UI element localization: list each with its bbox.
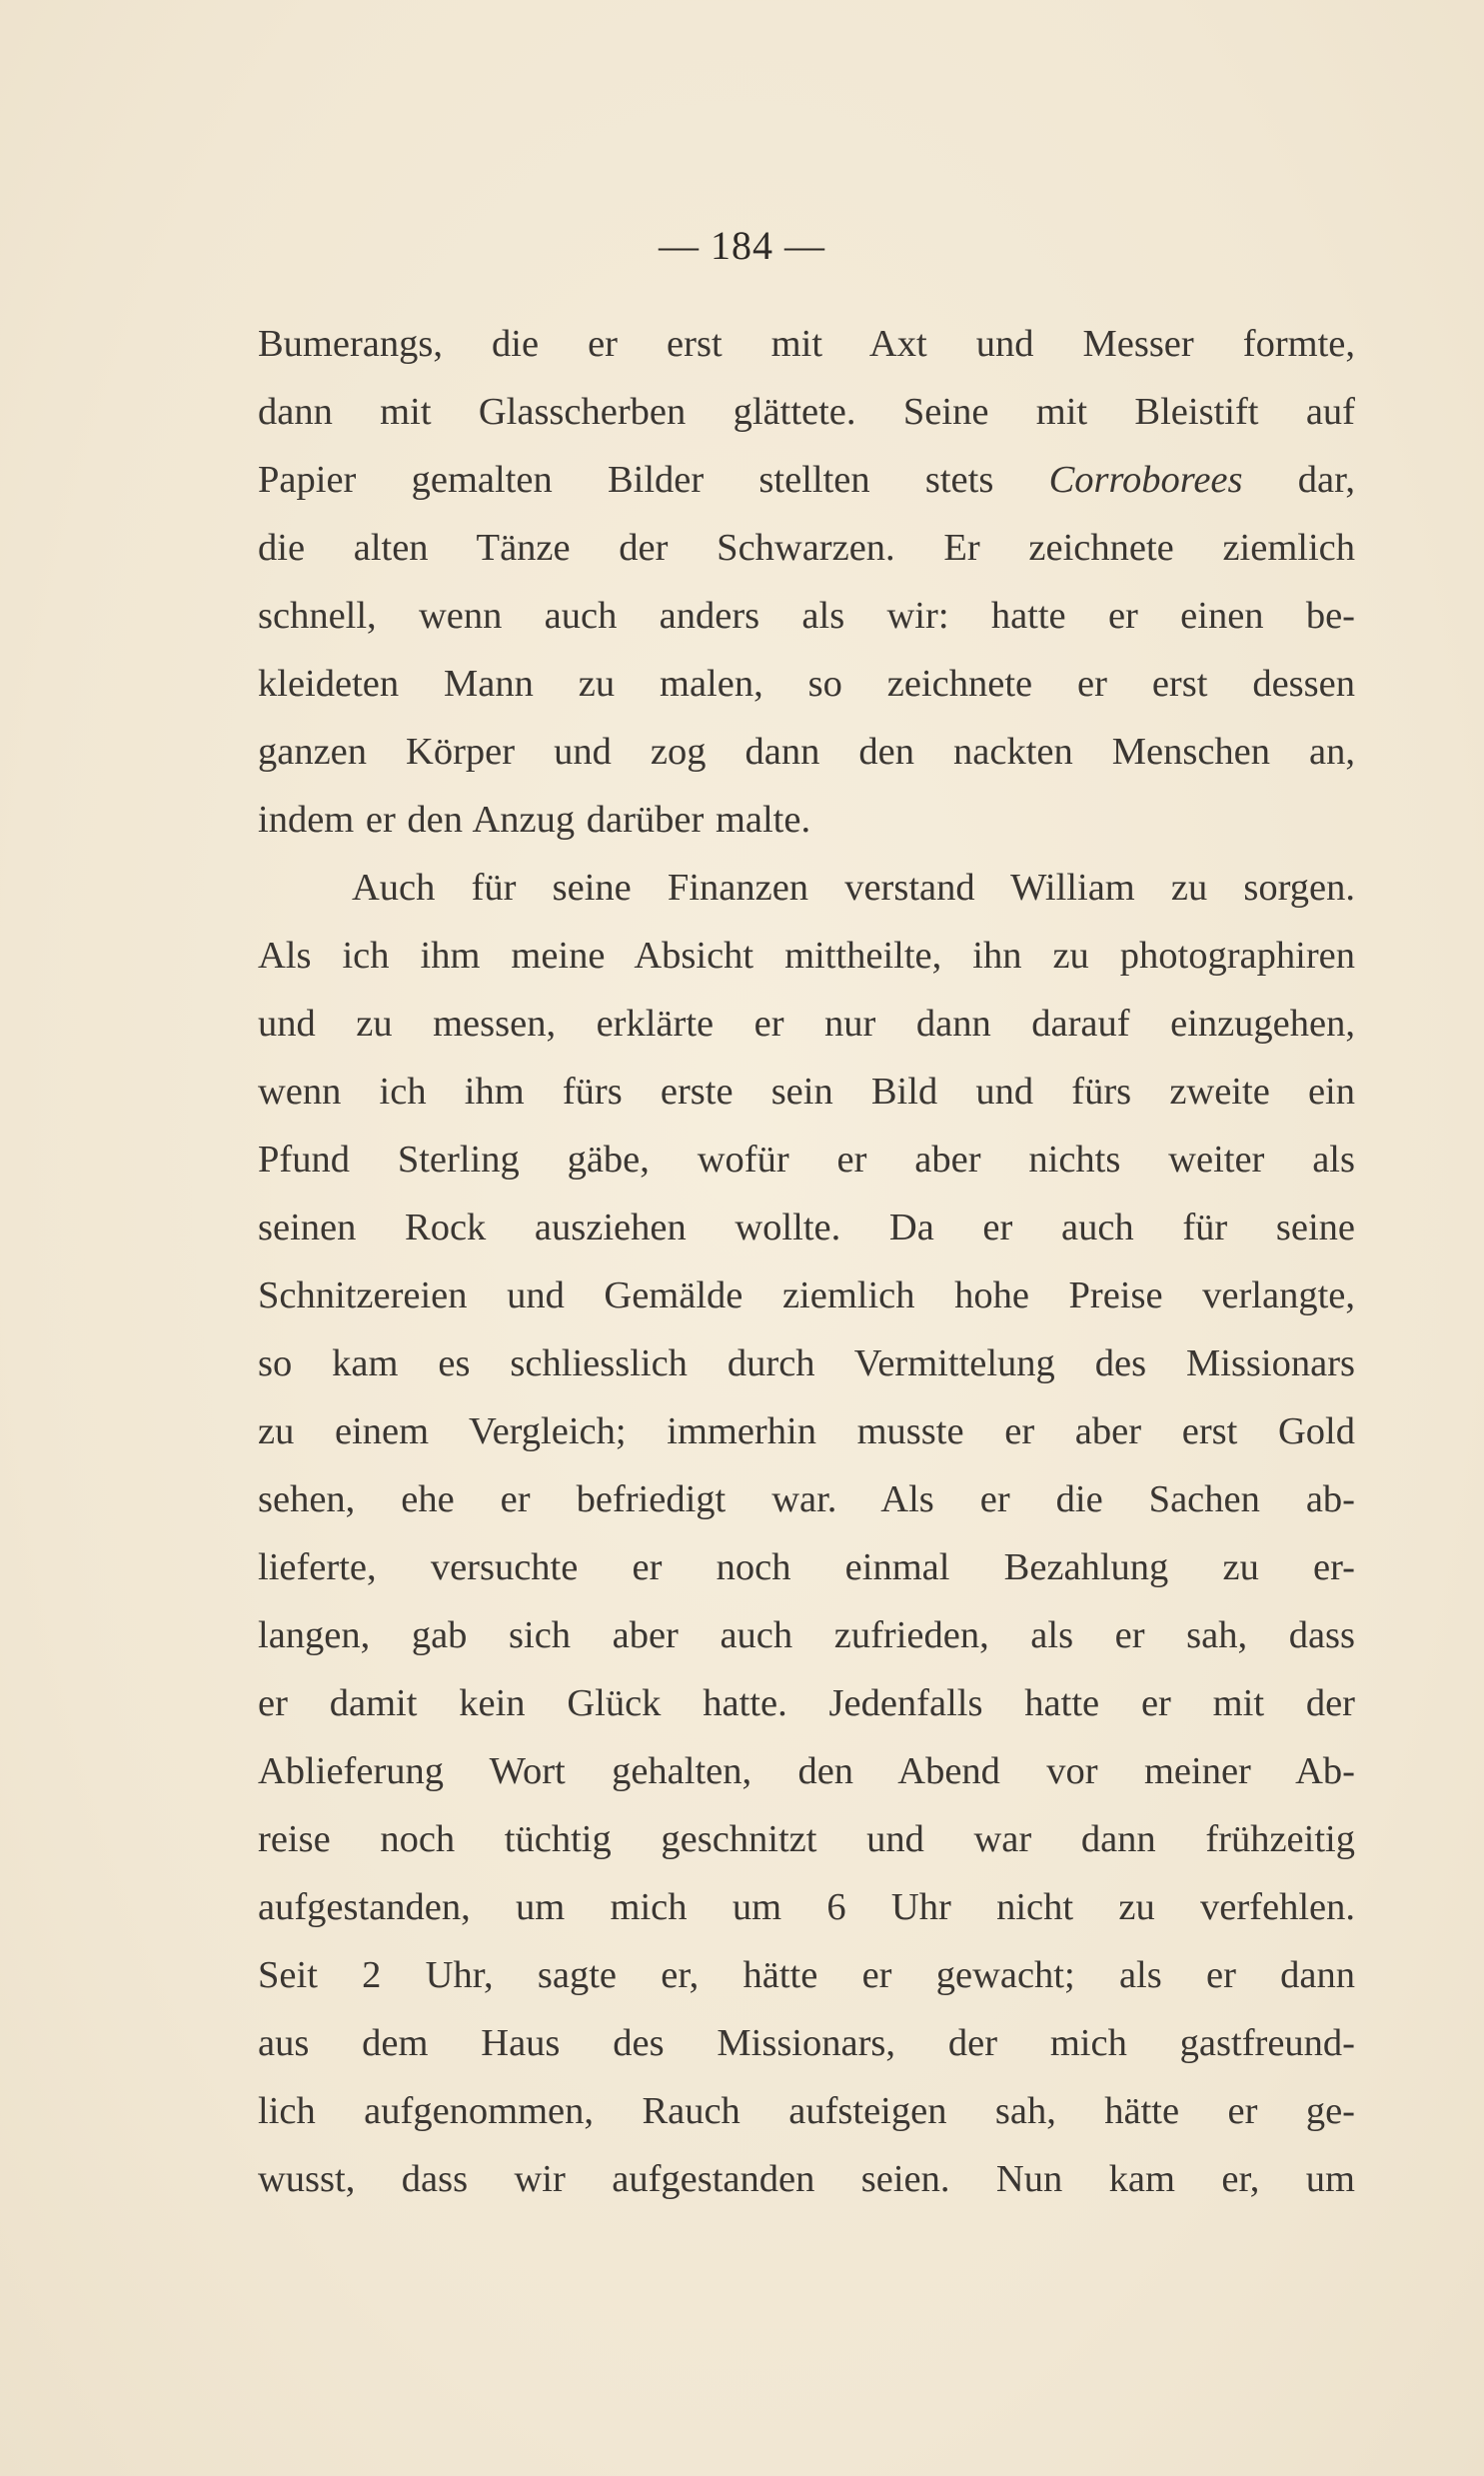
text-line: langen, gab sich aber auch zufrieden, als er sah, dass <box>258 1614 1355 1656</box>
text-line: dann mit Glasscherben glättete. Seine mit Bleistift auf <box>258 391 1355 433</box>
text-line: wenn ich ihm fürs erste sein Bild und fürs zweite ein <box>258 1071 1355 1113</box>
text-line-part: dar, <box>1242 459 1355 501</box>
text-line: Seit 2 Uhr, sagte er, hätte er gewacht; als er dann <box>258 1954 1355 1996</box>
text-line: aus dem Haus des Missionars, der mich gastfreund- <box>258 2022 1355 2064</box>
text-line: Schnitzereien und Gemälde ziemlich hohe Preise verlangte, <box>258 1274 1355 1316</box>
page-number: — 184 — <box>659 223 825 268</box>
text-line: ganzen Körper und zog dann den nackten Menschen an, <box>258 731 1355 773</box>
text-line: aufgestanden, um mich um 6 Uhr nicht zu verfehlen. <box>258 1886 1355 1928</box>
paragraph-end-line: indem er den Anzug darüber malte. <box>258 799 811 841</box>
text-line: zu einem Vergleich; immerhin musste er aber erst Gold <box>258 1410 1355 1452</box>
text-line: kleideten Mann zu malen, so zeichnete er erst dessen <box>258 663 1355 705</box>
text-line: sehen, ehe er befriedigt war. Als er die Sachen ab- <box>258 1478 1355 1520</box>
text-line: seinen Rock ausziehen wollte. Da er auch für seine <box>258 1207 1355 1248</box>
paragraph-start-line: Auch für seine Finanzen verstand William zu sorgen. <box>352 867 1355 909</box>
italic-term: Corroborees <box>1048 459 1243 501</box>
text-line: wusst, dass wir aufgestanden seien. Nun kam er, um <box>258 2158 1355 2200</box>
text-line: schnell, wenn auch anders als wir: hatte er einen be- <box>258 595 1355 637</box>
text-line-part: Papier gemalten Bilder stellten stets <box>258 459 1049 501</box>
text-line: Pfund Sterling gäbe, wofür er aber nichts weiter als <box>258 1139 1355 1181</box>
text-line: so kam es schliesslich durch Vermittelung des Missionars <box>258 1342 1355 1384</box>
text-line: lieferte, versuchte er noch einmal Bezahlung zu er- <box>258 1546 1355 1588</box>
text-line: Als ich ihm meine Absicht mittheilte, ihn zu photographiren <box>258 935 1355 977</box>
text-line: Ablieferung Wort gehalten, den Abend vor meiner Ab- <box>258 1750 1355 1792</box>
text-line: reise noch tüchtig geschnitzt und war dann frühzeitig <box>258 1818 1355 1860</box>
text-line <box>258 446 1355 514</box>
text-line: Bumerangs, die er erst mit Axt und Messer formte, <box>258 323 1355 365</box>
text-line: lich aufgenommen, Rauch aufsteigen sah, hätte er ge- <box>258 2090 1355 2132</box>
body-text <box>258 310 1355 2213</box>
text-line: und zu messen, erklärte er nur dann darauf einzugehen, <box>258 1003 1355 1045</box>
text-line: die alten Tänze der Schwarzen. Er zeichnete ziemlich <box>258 527 1355 569</box>
text-line: er damit kein Glück hatte. Jedenfalls hatte er mit der <box>258 1682 1355 1724</box>
